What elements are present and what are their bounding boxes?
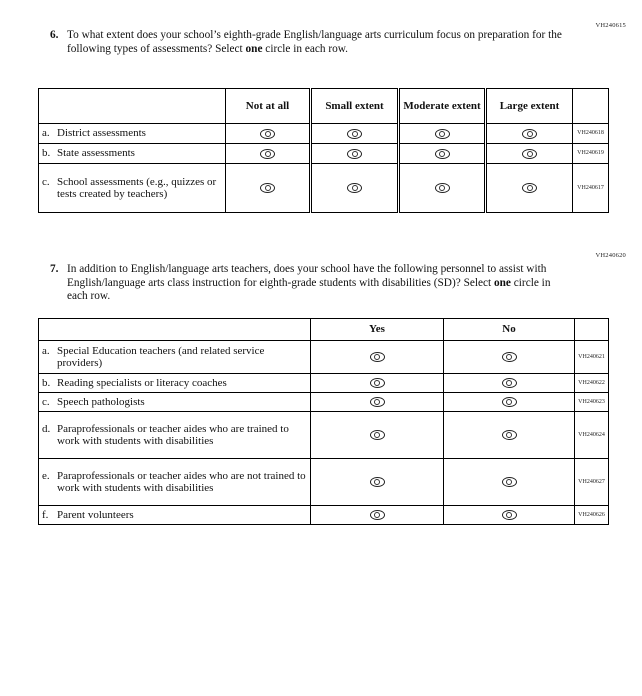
row-vh-code: VH240624 [575, 412, 609, 459]
oval-inner-ring [439, 185, 445, 191]
answer-oval-icon[interactable] [370, 397, 385, 407]
table-row [39, 459, 609, 506]
row-label: Paraprofessionals or teacher aides who are not trained to work with students with disabilities [57, 469, 306, 494]
oval-inner-ring [352, 131, 358, 137]
row-label: School assessments (e.g., quizzes or tests created by teachers) [57, 175, 217, 200]
answer-oval-icon[interactable] [370, 477, 385, 487]
oval-inner-ring [265, 151, 271, 157]
answer-cell [486, 164, 573, 213]
answer-oval-icon[interactable] [370, 430, 385, 440]
answer-oval-icon[interactable] [502, 352, 517, 362]
oval-inner-ring [506, 512, 512, 518]
answer-cell [486, 144, 573, 164]
row-label-cell [39, 506, 311, 525]
row-label-cell [39, 412, 311, 459]
oval-inner-ring [527, 131, 533, 137]
answer-oval-icon[interactable] [502, 510, 517, 520]
oval-inner-ring [374, 399, 380, 405]
oval-inner-ring [374, 479, 380, 485]
row-vh-code: VH240621 [575, 341, 609, 374]
row-vh-code: VH240623 [575, 393, 609, 412]
table-row [39, 506, 609, 525]
question-7-text-bold: one [494, 276, 511, 289]
answer-oval-icon[interactable] [502, 378, 517, 388]
answer-oval-icon[interactable] [502, 397, 517, 407]
oval-inner-ring [352, 185, 358, 191]
answer-cell [444, 374, 575, 393]
q6-item-code: VH240615 [595, 22, 626, 29]
answer-oval-icon[interactable] [370, 510, 385, 520]
oval-inner-ring [374, 354, 380, 360]
q6-table [38, 88, 609, 213]
answer-cell [226, 124, 311, 144]
oval-inner-ring [352, 151, 358, 157]
answer-cell [444, 412, 575, 459]
row-vh-code: VH240619 [573, 144, 609, 164]
question-6-text-bold: one [245, 42, 263, 55]
answer-cell [311, 459, 444, 506]
answer-oval-icon[interactable] [522, 149, 537, 159]
answer-oval-icon[interactable] [435, 129, 450, 139]
answer-oval-icon[interactable] [435, 183, 450, 193]
row-vh-code: VH240626 [575, 506, 609, 525]
oval-inner-ring [439, 151, 445, 157]
answer-cell [226, 164, 311, 213]
answer-cell [444, 393, 575, 412]
question-7-text-part: In addition to English/language arts teachers, does your school have the following personnel to assist with English/language arts class instruction for eighth-grade students with disabilities (SD)? Select [67, 263, 547, 289]
row-prefix: b. [42, 376, 51, 389]
q7-header-vh-cell [575, 319, 609, 341]
row-label-cell [39, 393, 311, 412]
question-7 [50, 263, 570, 304]
row-label-cell [39, 341, 311, 374]
table-row [39, 124, 609, 144]
answer-oval-icon[interactable] [522, 129, 537, 139]
column-header-small-extent: Small extent [311, 89, 399, 124]
answer-oval-icon[interactable] [260, 183, 275, 193]
oval-inner-ring [527, 151, 533, 157]
answer-oval-icon[interactable] [502, 477, 517, 487]
row-label-cell [39, 144, 226, 164]
row-vh-code: VH240622 [575, 374, 609, 393]
q7-table [38, 318, 609, 525]
answer-cell [444, 459, 575, 506]
column-header-yes: Yes [311, 319, 444, 341]
row-label: Special Education teachers (and related service providers) [57, 344, 265, 369]
row-label: District assessments [57, 127, 146, 140]
oval-inner-ring [506, 432, 512, 438]
question-7-text [67, 263, 570, 304]
q6-header-empty-cell [39, 89, 226, 124]
table-row [39, 144, 609, 164]
q6-header-vh-cell [573, 89, 609, 124]
answer-cell [311, 374, 444, 393]
column-header-moderate-extent: Moderate extent [399, 89, 486, 124]
row-prefix: a. [42, 344, 50, 357]
row-label: Paraprofessionals or teacher aides who are trained to work with students with disabilities [57, 422, 289, 447]
oval-inner-ring [506, 399, 512, 405]
row-label-cell [39, 374, 311, 393]
row-prefix: c. [42, 175, 50, 188]
q7-header-row [39, 319, 609, 341]
question-6-number: 6. [50, 29, 59, 41]
question-6-text-part: circle in each row. [262, 42, 348, 55]
row-vh-code: VH240627 [575, 459, 609, 506]
row-label-cell [39, 164, 226, 213]
answer-oval-icon[interactable] [260, 149, 275, 159]
question-7-number: 7. [50, 263, 59, 275]
oval-inner-ring [439, 131, 445, 137]
oval-inner-ring [374, 432, 380, 438]
row-vh-code: VH240618 [573, 124, 609, 144]
answer-cell [399, 124, 486, 144]
q6-header-row [39, 89, 609, 124]
oval-inner-ring [374, 512, 380, 518]
oval-inner-ring [374, 380, 380, 386]
answer-oval-icon[interactable] [435, 149, 450, 159]
oval-inner-ring [265, 185, 271, 191]
row-prefix: d. [42, 422, 51, 435]
oval-inner-ring [506, 380, 512, 386]
row-label: State assessments [57, 147, 135, 160]
table-row [39, 412, 609, 459]
row-label: Speech pathologists [57, 395, 145, 408]
q7-header-empty-cell [39, 319, 311, 341]
answer-oval-icon[interactable] [347, 149, 362, 159]
row-prefix: e. [42, 469, 50, 482]
answer-cell [311, 506, 444, 525]
column-header-no: No [444, 319, 575, 341]
row-prefix: c. [42, 395, 50, 408]
answer-cell [444, 506, 575, 525]
row-label: Parent volunteers [57, 508, 134, 521]
answer-oval-icon[interactable] [522, 183, 537, 193]
row-prefix: f. [42, 508, 49, 521]
table-row [39, 374, 609, 393]
table-row [39, 164, 609, 213]
column-header-large-extent: Large extent [486, 89, 573, 124]
row-vh-code: VH240617 [573, 164, 609, 213]
answer-cell [311, 393, 444, 412]
row-label-cell [39, 459, 311, 506]
answer-cell [399, 164, 486, 213]
oval-inner-ring [265, 131, 271, 137]
answer-cell [311, 341, 444, 374]
question-7-text-part: circle in each row. [67, 276, 551, 302]
question-6-text [67, 29, 570, 56]
column-header-not-at-all: Not at all [226, 89, 311, 124]
oval-inner-ring [506, 354, 512, 360]
row-prefix: a. [42, 127, 50, 140]
answer-oval-icon[interactable] [347, 129, 362, 139]
answer-cell [311, 412, 444, 459]
answer-cell [311, 124, 399, 144]
answer-cell [226, 144, 311, 164]
question-6-text-part: To what extent does your school’s eighth-grade English/language arts curriculum focus on preparation for the following types of assessments? Select [67, 29, 562, 55]
answer-oval-icon[interactable] [370, 378, 385, 388]
oval-inner-ring [506, 479, 512, 485]
answer-oval-icon[interactable] [347, 183, 362, 193]
q7-item-code: VH240620 [595, 252, 626, 259]
row-prefix: b. [42, 147, 51, 160]
answer-oval-icon[interactable] [370, 352, 385, 362]
row-label-cell [39, 124, 226, 144]
answer-cell [444, 341, 575, 374]
row-label: Reading specialists or literacy coaches [57, 376, 227, 389]
answer-cell [311, 144, 399, 164]
answer-oval-icon[interactable] [502, 430, 517, 440]
table-row [39, 393, 609, 412]
answer-cell [399, 144, 486, 164]
answer-cell [311, 164, 399, 213]
answer-oval-icon[interactable] [260, 129, 275, 139]
question-6 [50, 29, 570, 56]
answer-cell [486, 124, 573, 144]
table-row [39, 341, 609, 374]
oval-inner-ring [527, 185, 533, 191]
